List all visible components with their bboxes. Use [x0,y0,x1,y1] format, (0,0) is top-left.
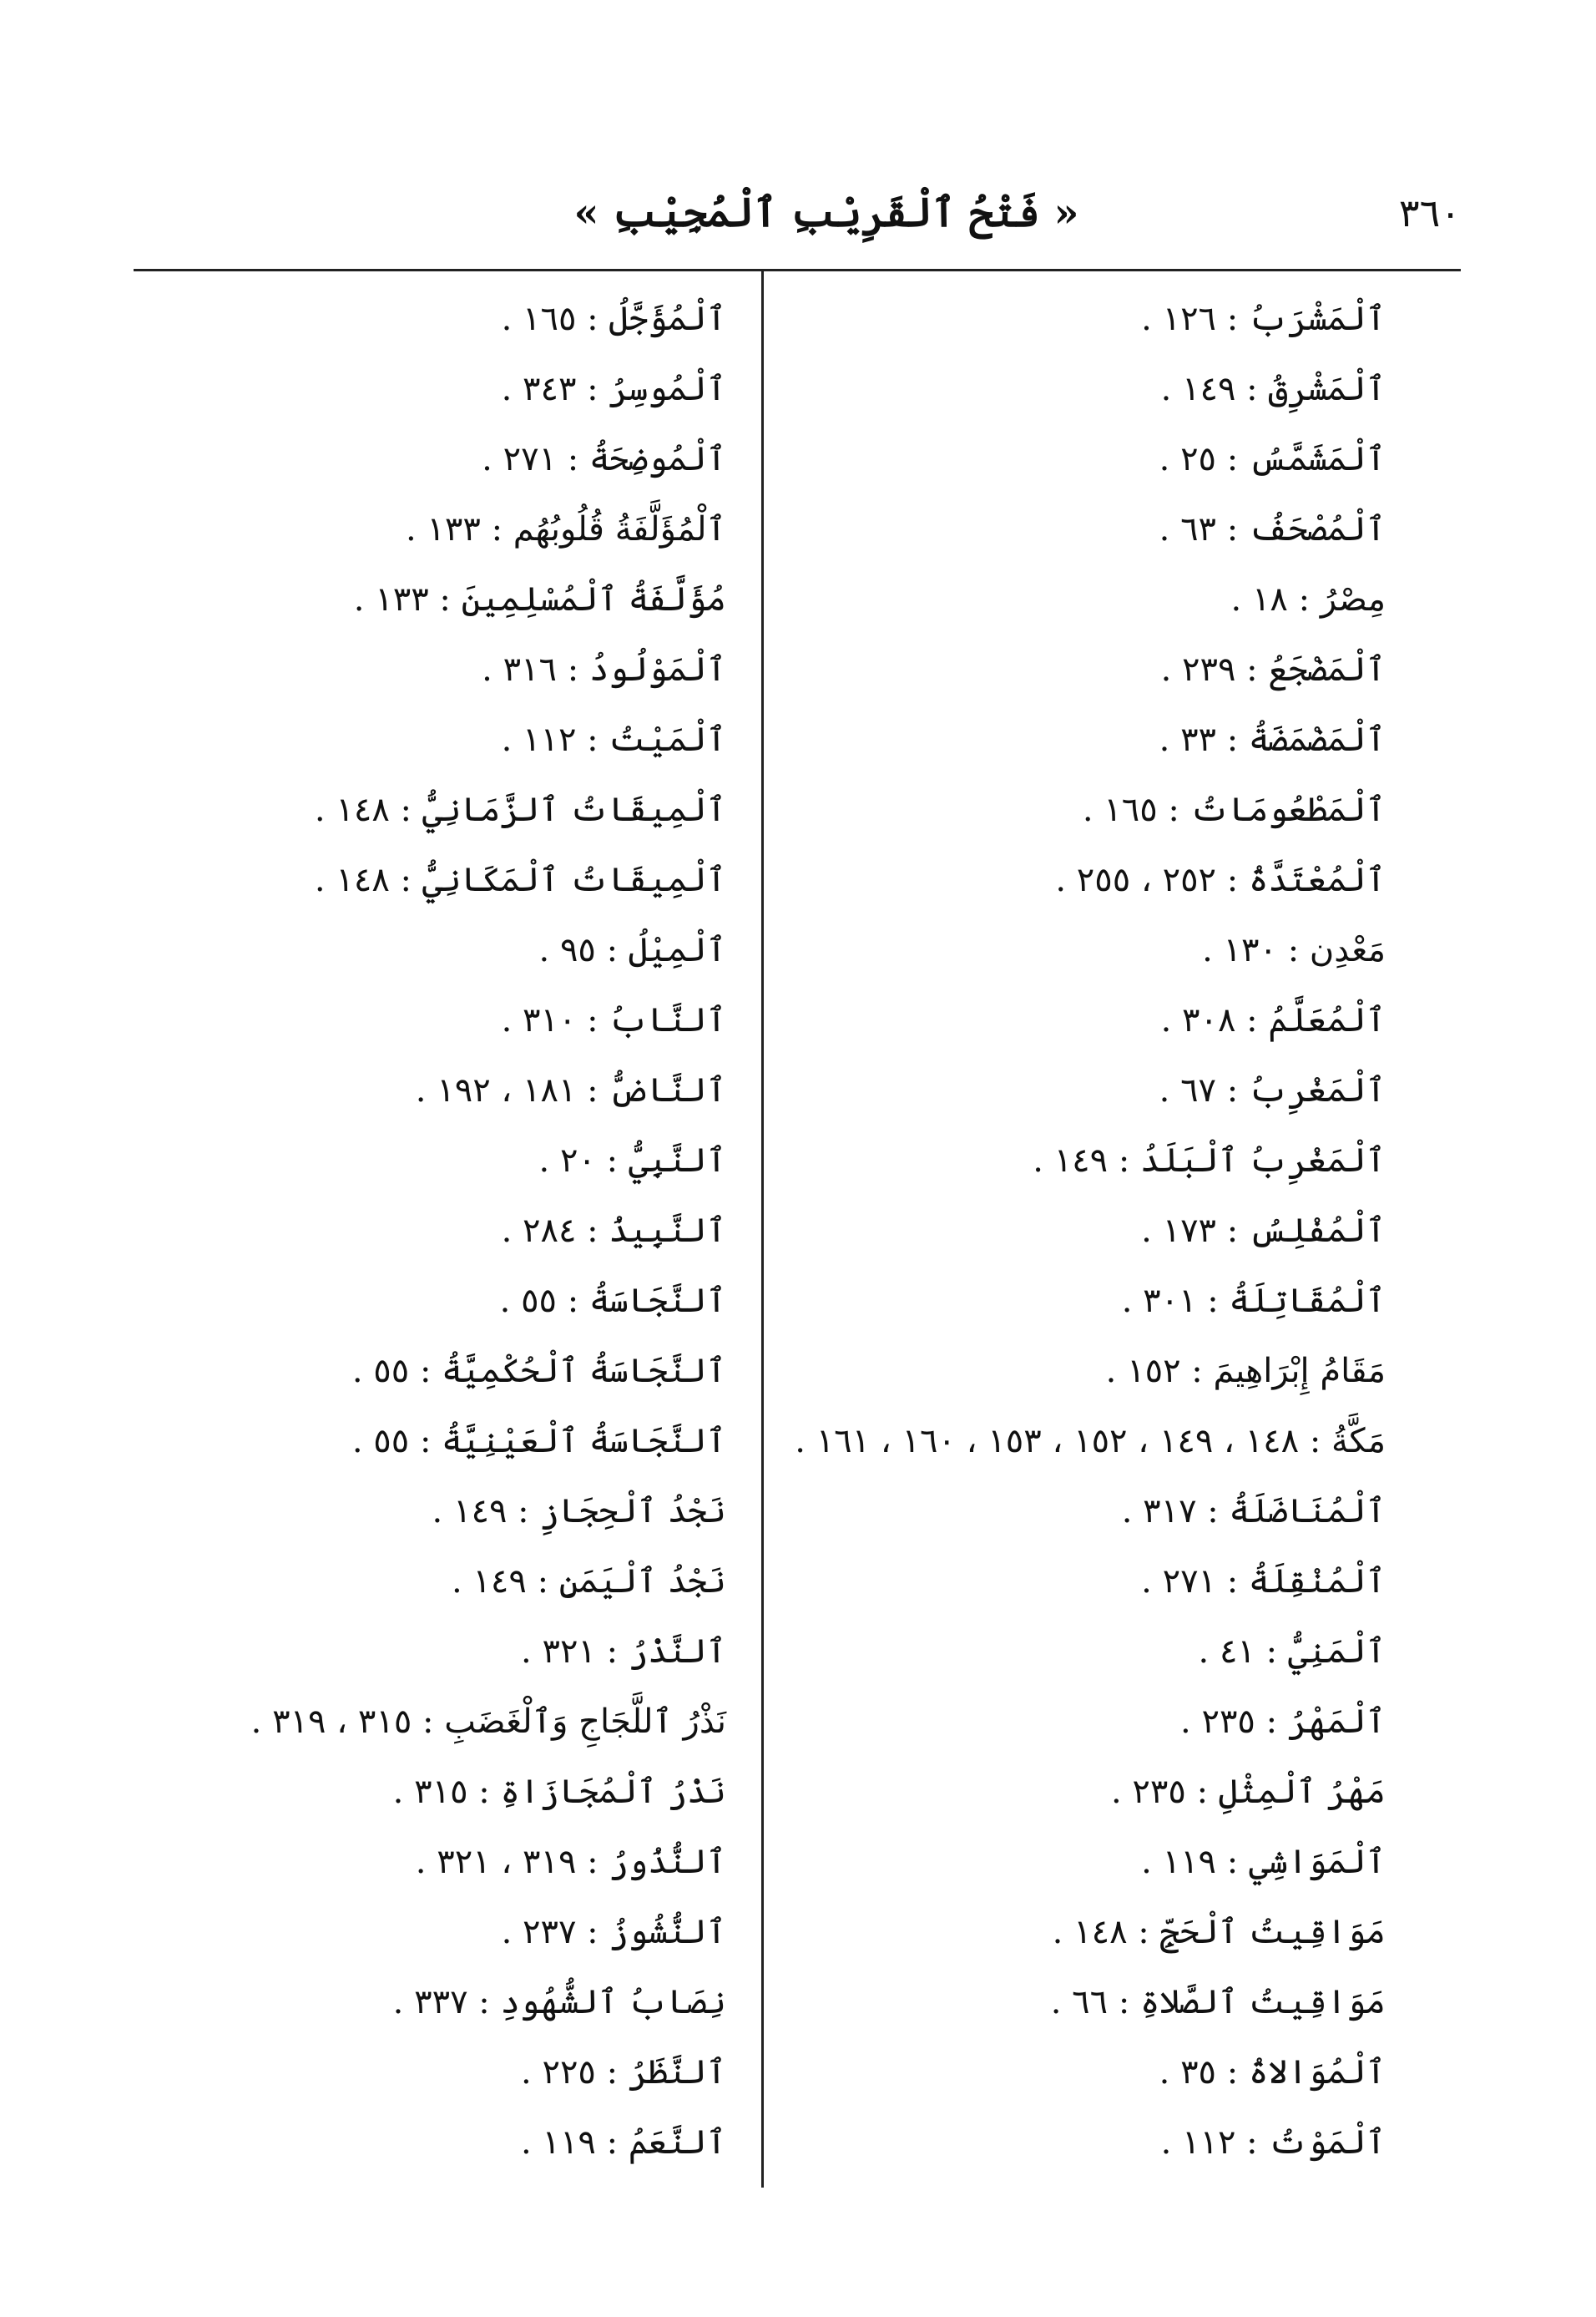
header-rule [134,269,1461,271]
index-entry: نَذْرُ ٱللَّجَاجِ وَٱلْغَضَبِ : ٣١٥ ، ٣١٩ . [250,1702,726,1741]
index-entry: نَجْدُ ٱلْيَمَنِ : ١٤٩ . [451,1562,726,1601]
index-entry: ٱلْمُقَاتِلَةُ : ٣٠١ . [1121,1282,1386,1320]
index-entry: ٱلْمَوْلُودُ : ٣١٦ . [482,650,726,689]
index-entry: ٱلْمُعْتَدَّةُ : ٢٥٢ ، ٢٥٥ . [1055,861,1386,899]
index-entry: ٱلْمَطْعُومَاتُ : ١٦٥ . [1082,791,1386,829]
index-entry: ٱلْمَضْمَضَةُ : ٣٣ . [1159,721,1386,759]
index-entry: نِصَابُ ٱلشُّهُودِ : ٣٣٧ . [392,1983,726,2021]
index-entry: ٱلْمُوَالاةُ : ٣٥ . [1159,2053,1386,2092]
index-entry: ٱلْمَنِيُّ : ٤١ . [1198,1632,1386,1671]
index-entry: ٱلنَّذْرُ : ٣٢١ . [521,1632,726,1671]
index-entry: ٱلْمَغْرِبُ : ٦٧ . [1159,1071,1386,1110]
index-entry: ٱلْمُوسِرُ : ٣٤٣ . [501,370,726,408]
index-entry: نَجْدُ ٱلْحِجَازِ : ١٤٩ . [432,1492,726,1530]
index-entry: ٱلْمُوضِحَةُ : ٢٧١ . [482,440,726,478]
index-entry: ٱلْمَشْرِقُ : ١٤٩ . [1160,370,1386,408]
index-entry: مَوَاقِيتُ ٱلْحَجِّ : ١٤٨ . [1052,1913,1386,1951]
index-entry: ٱلنُّذُورُ : ٣١٩ ، ٣٢١ . [415,1843,726,1881]
index-entry: ٱلنُّشُوزُ : ٢٣٧ . [501,1913,726,1951]
index-column-left [83,284,726,2178]
index-column-right [785,284,1394,2178]
index-entry: ٱلنَّابُ : ٣١٠ . [501,1001,726,1040]
index-entry: ٱلْمِيقَاتُ ٱلزَّمَانِيُّ : ١٤٨ . [314,791,726,829]
index-entry: ٱلنَّجَاسَةُ ٱلْعَيْنِيَّةُ : ٥٥ . [351,1422,726,1460]
index-entry: ٱلنَّعَمُ : ١١٩ . [521,2123,726,2162]
index-entry: ٱلْمِيْلُ : ٩٥ . [538,931,726,969]
index-entry: ٱلْمَوَاشِي : ١١٩ . [1141,1843,1386,1881]
index-entry: ٱلْمُؤَلَّفَةُ قُلُوبُهُم : ١٣٣ . [405,510,726,549]
index-entry: مَكَّةُ : ١٤٨ ، ١٤٩ ، ١٥٢ ، ١٥٣ ، ١٦٠ ، ١٦١ . [795,1422,1386,1460]
index-entry: مَهْرُ ٱلْمِثْلِ : ٢٣٥ . [1110,1773,1386,1811]
index-entry: نَذْرُ ٱلْمُجَازَاةِ : ٣١٥ . [392,1773,726,1811]
index-entry: ٱلْمُعَلَّمُ : ٣٠٨ . [1160,1001,1386,1040]
index-entry: ٱلنَّبِيذُ : ٢٨٤ . [501,1212,726,1250]
index-entry: مُؤَلَّفَةُ ٱلْمُسْلِمِينَ : ١٣٣ . [353,580,726,619]
index-entry: ٱلْمِيقَاتُ ٱلْمَكَانِيُّ : ١٤٨ . [314,861,726,899]
running-title: « فَتْحُ ٱلْقَرِيْبِ ٱلْمُجِيْبِ » [573,190,1079,236]
index-entry: ٱلْمُفْلِسُ : ١٧٣ . [1141,1212,1386,1250]
index-entry: ٱلْمُنَاضَلَةُ : ٣١٧ . [1121,1492,1386,1530]
index-entry: مَقَامُ إِبْرَاهِيمَ : ١٥٢ . [1105,1352,1386,1390]
index-entry: ٱلْمُؤَجَّلُ : ١٦٥ . [501,300,726,338]
page-header [134,180,1461,255]
index-entry: ٱلْمَيْتُ : ١١٢ . [501,721,726,759]
index-entry: ٱلْمَضْجَعُ : ٢٣٩ . [1160,650,1386,689]
index-entry: ٱلْمَغْرِبُ ٱلْبَلَدُ : ١٤٩ . [1033,1141,1386,1180]
index-entry: ٱلْمُنْقِلَةُ : ٢٧١ . [1141,1562,1386,1601]
column-divider [761,271,764,2188]
index-entry: ٱلْمَهْرُ : ٢٣٥ . [1180,1702,1386,1741]
index-entry: ٱلْمَشَمَّسُ : ٢٥ . [1159,440,1386,478]
index-entry: ٱلْمَوْتُ : ١١٢ . [1160,2123,1386,2162]
index-entry: ٱلْمُصْحَفُ : ٦٣ . [1159,510,1386,549]
page-number: ٣٦٠ [1398,190,1461,235]
index-entry: مِصْرُ : ١٨ . [1230,580,1386,619]
index-entry: ٱلنَّبِيُّ : ٢٠ . [538,1141,726,1180]
index-entry: ٱلنَّجَاسَةُ ٱلْحُكْمِيَّةُ : ٥٥ . [351,1352,726,1390]
index-entry: مَوَاقِيتُ ٱلصَّلاةِ : ٦٦ . [1050,1983,1386,2021]
index-entry: ٱلنَّاضُّ : ١٨١ ، ١٩٢ . [415,1071,726,1110]
index-entry: ٱلْمَشْرَبُ : ١٢٦ . [1141,300,1386,338]
index-entry: ٱلنَّجَاسَةُ : ٥٥ . [499,1282,726,1320]
index-entry: مَعْدِن : ١٣٠ . [1202,931,1386,969]
index-entry: ٱلنَّظَرُ : ٢٢٥ . [521,2053,726,2092]
